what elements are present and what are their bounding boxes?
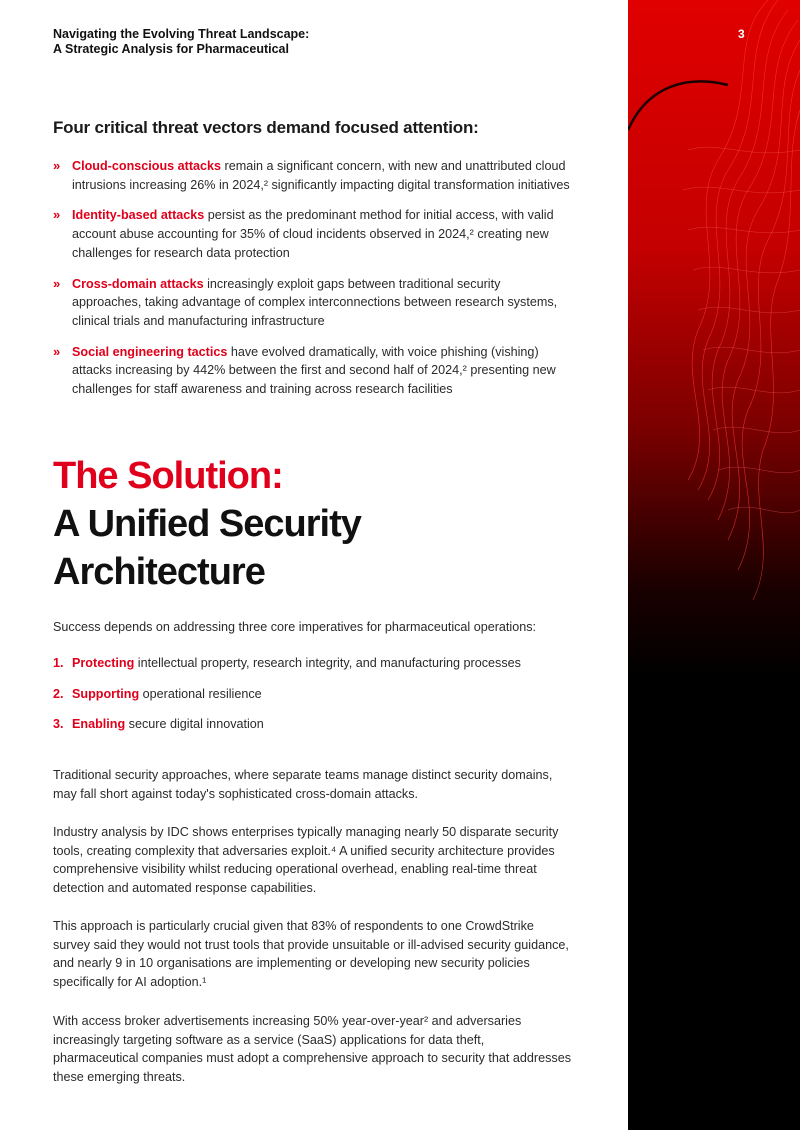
running-header bbox=[53, 27, 309, 57]
body-paragraph-traditional: Traditional security approaches, where separate teams manage distinct security domains, may fall short against today's sophisticated cross-domain attacks. bbox=[53, 768, 553, 801]
chevron-right-icon: » bbox=[53, 207, 61, 223]
wave-mesh-graphic bbox=[628, 0, 800, 1130]
chevron-right-icon: » bbox=[53, 275, 61, 291]
page-number: 3 bbox=[738, 27, 745, 41]
threat-text: have evolved dramatically, with voice phishing (vishing) attacks increasing by 442% between the first and second half of 2024,² presenting new challenges for staff awareness and training across research facilities bbox=[72, 344, 556, 397]
solution-intro: Success depends on addressing three core imperatives for pharmaceutical operations: bbox=[53, 620, 537, 634]
imperative-item bbox=[53, 656, 521, 687]
solution-title-red: The Solution: bbox=[53, 455, 283, 497]
chevron-right-icon: » bbox=[53, 158, 61, 173]
threat-text: remain a significant concern, with new and unattributed cloud intrusions increasing 26% in 2024,² significantly impacting digital transformation initiatives bbox=[72, 159, 570, 192]
body-paragraph-crowdstrike: This approach is particularly crucial given that 83% of respondents to one CrowdStrike survey said they would not trust tools that provide unsuitable or ill-advised security guidance, and nearly 9 in 10 organisations are implementing or developing new security policies specifically for AI adoption.¹ bbox=[53, 919, 569, 990]
imperative-item bbox=[53, 687, 521, 718]
solution-title bbox=[53, 452, 361, 596]
imperative-number: 1. bbox=[53, 656, 64, 670]
threat-item-social-engineering bbox=[53, 343, 573, 399]
imperative-text: operational resilience bbox=[139, 686, 262, 701]
threat-highlight: Cross-domain attacks bbox=[72, 276, 204, 291]
threat-item-identity bbox=[53, 206, 573, 262]
imperative-text: intellectual property, research integrity, and manufacturing processes bbox=[134, 656, 521, 670]
threat-highlight: Cloud-conscious attacks bbox=[72, 159, 222, 173]
imperative-highlight: Enabling bbox=[72, 717, 126, 731]
threat-vector-list bbox=[53, 157, 573, 411]
imperatives-list bbox=[53, 656, 521, 748]
imperative-highlight: Protecting bbox=[72, 656, 135, 670]
header-title-line-2: A Strategic Analysis for Pharmaceutical bbox=[53, 42, 289, 56]
imperative-number: 3. bbox=[53, 717, 64, 731]
threat-text: persist as the predominant method for initial access, with valid account abuse accounting for 35% of cloud incidents observed in 2024,² creating new challenges for research data protection bbox=[72, 208, 554, 260]
threat-highlight: Identity-based attacks bbox=[72, 208, 205, 223]
threat-text: increasingly exploit gaps between traditional security approaches, taking advantage of complex interconnections between research systems, clinical trials and manufacturing infrastructure bbox=[72, 276, 558, 328]
imperative-number: 2. bbox=[53, 686, 64, 701]
imperative-highlight: Supporting bbox=[72, 686, 140, 701]
header-title-line-1: Navigating the Evolving Threat Landscape: bbox=[53, 27, 310, 41]
threat-item-cloud bbox=[53, 157, 573, 194]
chevron-right-icon: » bbox=[53, 343, 61, 359]
threat-highlight: Social engineering tactics bbox=[72, 344, 228, 359]
threat-item-cross-domain bbox=[53, 275, 573, 331]
solution-title-line-2: A Unified Security bbox=[53, 503, 361, 545]
solution-title-line-3: Architecture bbox=[53, 551, 265, 593]
body-paragraph-idc: Industry analysis by IDC shows enterprises typically managing nearly 50 disparate security tools, creating complexity that adversaries exploit.⁴ A unified security architecture provides comprehensive visibility whilst reducing operational overhead, enabling real-time threat detection and automated response capabilities. bbox=[53, 825, 559, 896]
decorative-side-panel bbox=[628, 0, 800, 1130]
imperative-text: secure digital innovation bbox=[125, 717, 264, 731]
imperative-item bbox=[53, 717, 521, 748]
body-paragraph-access-broker: With access broker advertisements increasing 50% year-over-year² and adversaries increasingly targeting software as a service (SaaS) applications for data theft, pharmaceutical companies must adopt a comprehensive approach to security that addresses these emerging threats. bbox=[53, 1014, 572, 1085]
threats-heading: Four critical threat vectors demand focused attention: bbox=[53, 118, 479, 137]
